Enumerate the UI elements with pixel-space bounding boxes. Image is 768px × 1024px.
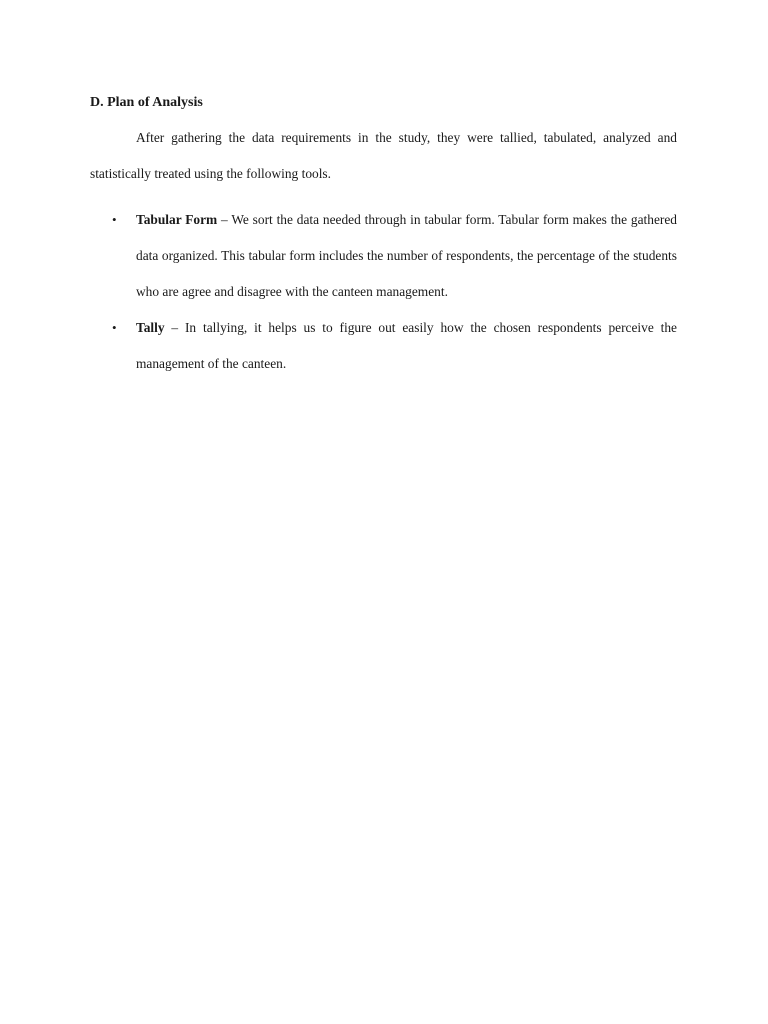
bullet-icon: • <box>112 212 117 227</box>
bullet-icon: • <box>112 320 117 335</box>
tools-list <box>90 202 677 382</box>
tool-description: We sort the data needed through in tabular form. Tabular form makes the gathered data organized. This tabular form includes the number of respondents, the percentage of the students who are agree and disagree with the canteen management. <box>136 212 677 299</box>
intro-paragraph: After gathering the data requirements in the study, they were tallied, tabulated, analyzed and statistically treated using the following tools. <box>90 130 677 181</box>
term-separator: – <box>217 212 232 227</box>
section-heading: D. Plan of Analysis <box>90 95 203 110</box>
document-body <box>90 92 677 382</box>
term-separator: – <box>164 320 185 335</box>
tool-description: In tallying, it helps us to figure out easily how the chosen respondents perceive the management of the canteen. <box>136 320 678 371</box>
tool-term: Tabular Form <box>136 212 218 227</box>
tool-term: Tally <box>136 320 165 335</box>
list-item-tabular-form <box>90 202 677 310</box>
list-item-tally <box>90 310 677 382</box>
